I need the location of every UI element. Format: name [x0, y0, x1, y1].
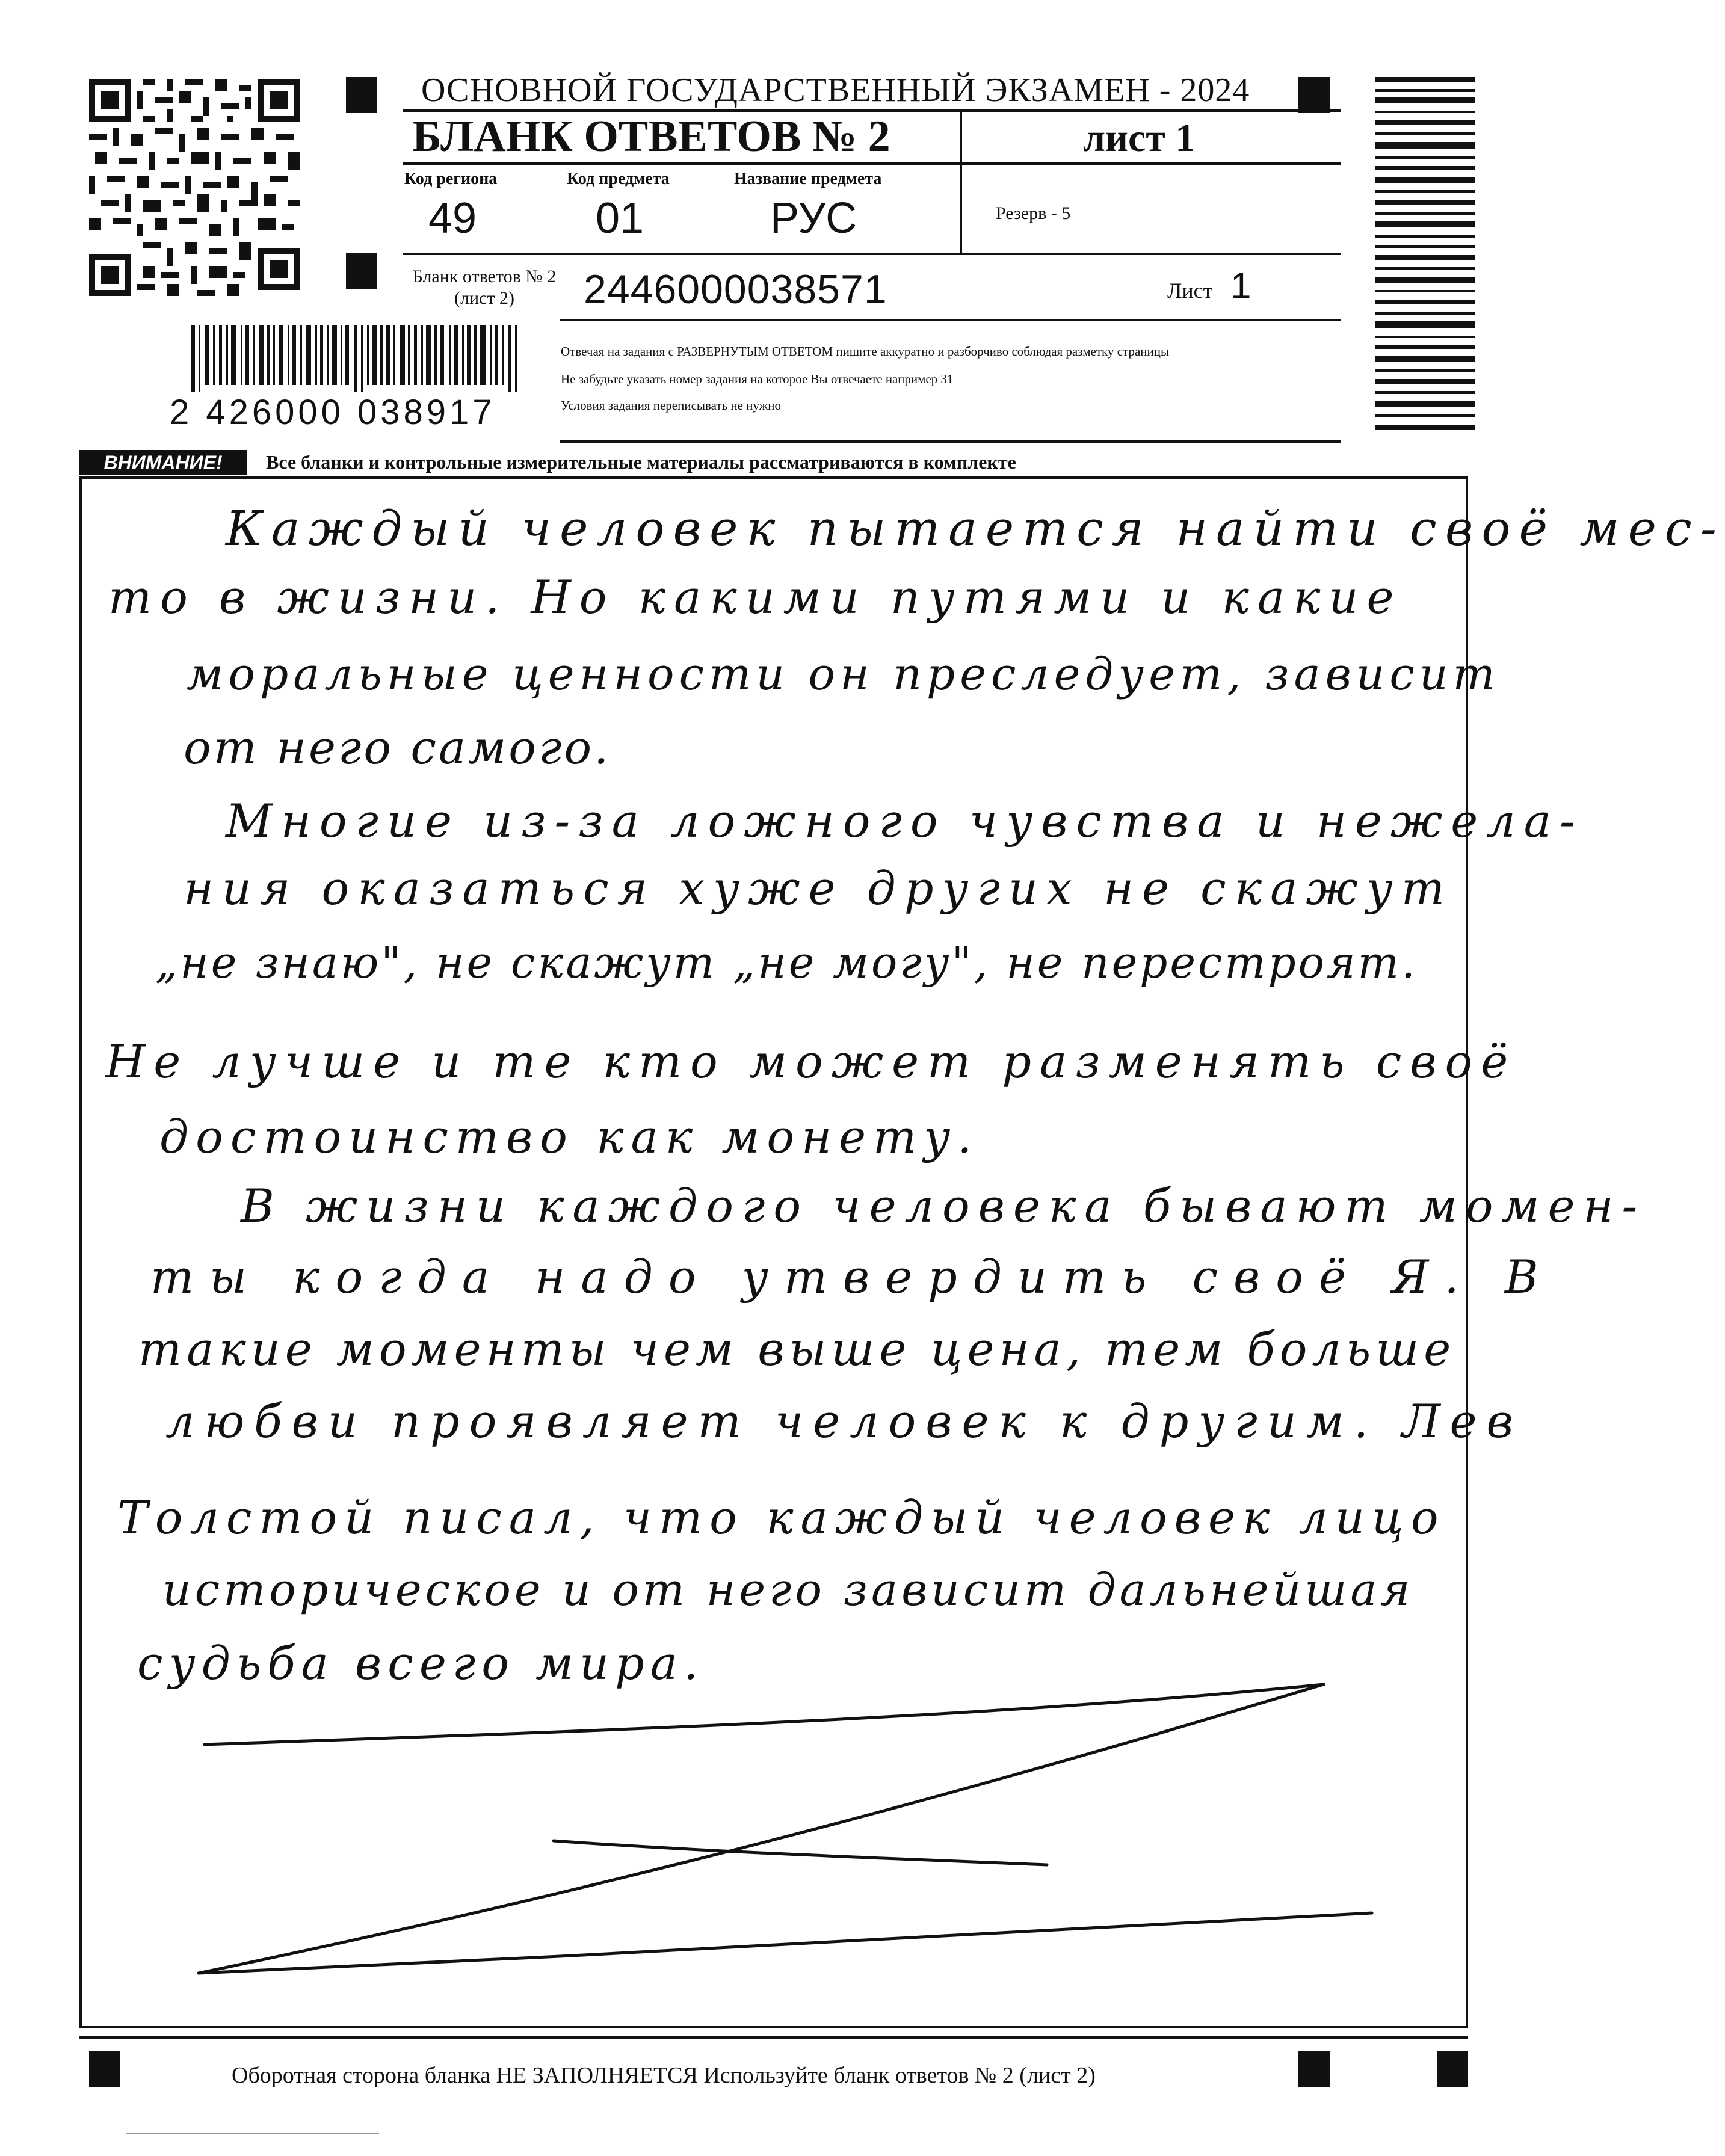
answer-line-2: то в жизни. Но какими путями и какие	[108, 570, 1403, 624]
subject-name-value: РУС	[770, 194, 857, 242]
strike-out-mark	[181, 1666, 1396, 2003]
answer-line-11: ты когда надо утвердить своё Я. В	[150, 1250, 1554, 1304]
answer-line-1: Каждый человек пытается найти своё мес-	[226, 500, 1725, 556]
qr-code	[89, 77, 300, 298]
answer-line-14: Толстой писал, что каждый человек лицо	[117, 1491, 1446, 1544]
blank2-label: Бланк ответов № 2 (лист 2)	[412, 266, 557, 308]
subject-name-label: Название предмета	[734, 170, 882, 188]
form-title-underline	[403, 162, 1341, 165]
reserve-label: Резерв - 5	[996, 203, 1071, 223]
sheet-caption: Лист	[1167, 279, 1213, 303]
fields-underline	[403, 253, 1341, 255]
answer-line-6: ния оказаться хуже других не скажут	[184, 861, 1453, 915]
header-divider	[960, 109, 962, 254]
alignment-marker-top-right	[1298, 77, 1330, 113]
answer-line-8: Не лучше и те кто может разменять своё	[105, 1035, 1517, 1088]
footer-rule	[79, 2036, 1468, 2039]
answer-line-5: Многие из-за ложного чувства и нежела-	[226, 794, 1584, 848]
instruction-line-1: Отвечая на задания с РАЗВЕРНУТЫМ ОТВЕТОМ пишите аккуратно и разборчиво соблюдая разметку страницы	[561, 344, 1170, 359]
attention-badge: ВНИМАНИЕ!	[79, 450, 247, 475]
alignment-marker-bottom-right-2	[1437, 2051, 1468, 2087]
answer-line-9: достоинство как монету.	[159, 1110, 980, 1163]
region-value: 49	[428, 194, 477, 242]
exam-title: ОСНОВНОЙ ГОСУДАРСТВЕННЫЙ ЭКЗАМЕН - 2024	[421, 72, 1250, 109]
code-underline	[560, 319, 1341, 321]
alignment-marker-top-left	[346, 77, 377, 113]
side-barcode	[1375, 77, 1475, 432]
alignment-marker-bottom-right-1	[1298, 2051, 1330, 2087]
answer-line-12: такие моменты чем выше цена, тем больше	[138, 1322, 1456, 1376]
answer-line-4: от него самого.	[184, 721, 611, 774]
answer-line-15: историческое и от него зависит дальнейшая	[162, 1564, 1414, 1616]
footer-text: Оборотная сторона бланка НЕ ЗАПОЛНЯЕТСЯ Используйте бланк ответов № 2 (лист 2)	[232, 2063, 1096, 2088]
instructions-underline	[560, 440, 1341, 443]
answer-line-7: „не знаю", не скажут „не могу", не перестроят.	[155, 937, 1418, 988]
instruction-line-2: Не забудьте указать номер задания на которое Вы отвечаете например 31	[561, 372, 954, 386]
blank-code: 2446000038571	[584, 266, 887, 312]
sheet-label: лист 1	[1083, 116, 1196, 160]
form-title: БЛАНК ОТВЕТОВ № 2	[412, 112, 890, 161]
attention-text: Все бланки и контрольные измерительные материалы рассматриваются в комплекте	[266, 451, 1016, 473]
answer-line-13: любви проявляет человек к другим. Лев	[165, 1394, 1523, 1448]
linear-barcode	[191, 325, 522, 392]
instruction-line-3: Условия задания переписывать не нужно	[561, 398, 781, 413]
barcode-number: 2 426000 038917	[170, 393, 496, 432]
answer-line-16: судьба всего мира.	[137, 1636, 705, 1690]
subject-code-label: Код предмета	[567, 170, 670, 188]
sheet-number: 1	[1230, 265, 1251, 307]
bottom-stub-line	[126, 2133, 379, 2134]
alignment-marker-bottom-left	[89, 2051, 120, 2087]
subject-code-value: 01	[596, 194, 644, 242]
answer-line-3: моральные ценности он преследует, зависит	[187, 648, 1500, 700]
answer-line-10: В жизни каждого человека бывают момен-	[241, 1179, 1646, 1233]
region-label: Код региона	[404, 170, 498, 188]
alignment-marker-mid-left	[346, 253, 377, 289]
